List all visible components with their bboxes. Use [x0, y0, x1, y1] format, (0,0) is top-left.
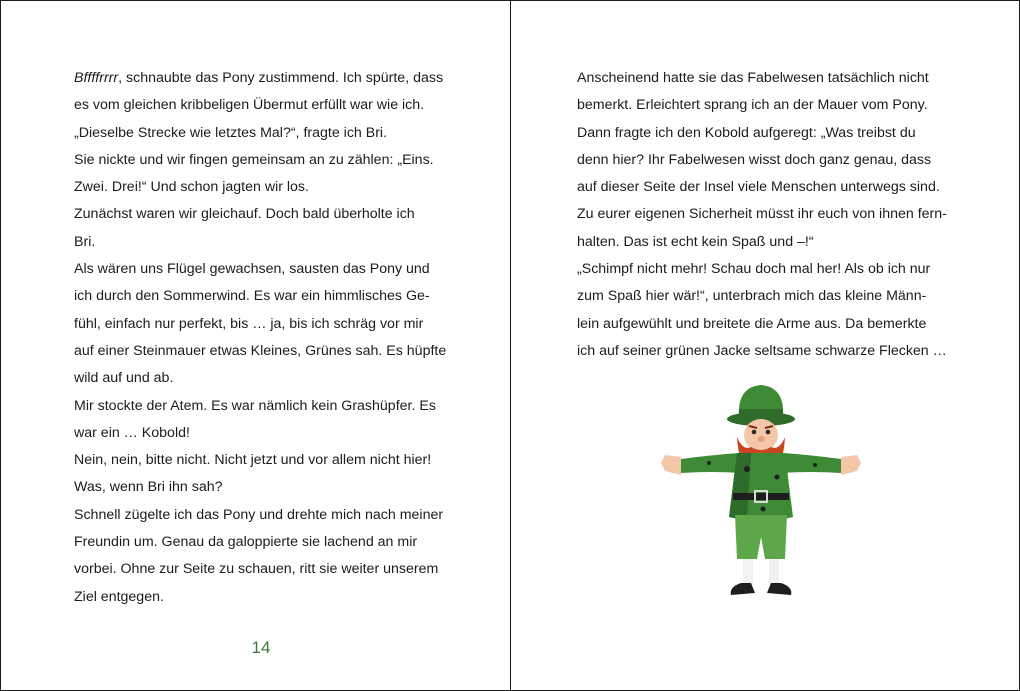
page-number: 14: [251, 638, 271, 657]
first-word: Bffffrrrr: [74, 70, 119, 86]
text-line: auf einer Steinmauer etwas Kleines, Grünes sah. Es hüpfte: [74, 342, 447, 359]
text-line: ich auf seiner grünen Jacke seltsame schwarze Flecken …: [577, 342, 947, 359]
text-line: war ein … Kobold!: [74, 424, 190, 441]
head: [744, 419, 778, 451]
left-hand: [661, 455, 681, 475]
text-line: Nein, nein, bitte nicht. Nicht jetzt und vor allem nicht hier!: [74, 452, 432, 469]
text-line: fühl, einfach nur perfekt, bis … ja, bis ich schräg vor mir: [74, 315, 424, 332]
text-line: denn hier? Ihr Fabelwesen wisst doch ganz genau, dass: [577, 151, 932, 168]
right-sock: [769, 559, 779, 585]
left-page: [1, 1, 510, 690]
right-hand: [841, 455, 861, 475]
text-line: zum Spaß hier wär!“, unterbrach mich das kleine Männ-: [577, 288, 927, 305]
text-line: Freundin um. Genau da galoppierte sie lachend an mir: [74, 534, 418, 551]
text-line: Bffffrrrr, schnaubte das Pony zustimmend. Ich spürte, dass: [74, 70, 444, 86]
text-line: Als wären uns Flügel gewachsen, sausten das Pony und: [74, 261, 430, 278]
text-line: Zunächst waren wir gleichauf. Doch bald überholte ich: [74, 206, 415, 223]
trousers: [735, 515, 787, 559]
text-line: auf dieser Seite der Insel viele Menschen unterwegs sind.: [577, 179, 940, 196]
text-line: Anscheinend hatte sie das Fabelwesen tatsächlich nicht: [577, 70, 929, 86]
nose: [758, 436, 765, 442]
left-shoe: [731, 583, 755, 595]
leprechaun-illustration: [651, 377, 871, 617]
text-line: Was, wenn Bri ihn sah?: [74, 479, 223, 496]
text-line: Sie nickte und wir fingen gemeinsam an zu zählen: „Eins.: [74, 151, 434, 168]
right-page-text: [577, 65, 957, 365]
right-page: [511, 1, 1019, 690]
right-shoe: [767, 583, 791, 595]
belt: [733, 493, 789, 500]
right-arm: [781, 453, 841, 473]
left-eye: [752, 430, 757, 435]
text-line: „Schimpf nicht mehr! Schau doch mal her! Als ob ich nur: [577, 261, 931, 278]
text-line: ich durch den Sommerwind. Es war ein himmlisches Ge-: [74, 288, 430, 305]
text-line: Bri.: [74, 233, 96, 250]
text-line: halten. Das ist echt kein Spaß und –!“: [577, 233, 814, 250]
text-line: lein aufgewühlt und breitete die Arme aus. Da bemerkte: [577, 315, 927, 332]
text-line: es vom gleichen kribbeligen Übermut erfüllt war wie ich.: [74, 97, 425, 114]
text-line: Dann fragte ich den Kobold aufgeregt: „Was treibst du: [577, 124, 916, 141]
text-line: Zu eurer eigenen Sicherheit müsst ihr euch von ihnen fern-: [577, 206, 947, 223]
text-line: wild auf und ab.: [74, 370, 174, 387]
text-line: bemerkt. Erleichtert sprang ich an der Mauer vom Pony.: [577, 97, 928, 114]
text-line: Schnell zügelte ich das Pony und drehte mich nach meiner: [74, 506, 444, 523]
left-sock: [743, 559, 753, 585]
text-line: Ziel entgegen.: [74, 588, 164, 605]
right-eye: [766, 430, 771, 435]
text-line: vorbei. Ohne zur Seite zu schauen, ritt sie weiter unserem: [74, 561, 439, 578]
face: [744, 419, 778, 451]
text-line: Mir stockte der Atem. Es war nämlich kein Grashüpfer. Es: [74, 397, 436, 414]
text-line: Zwei. Drei!“ Und schon jagten wir los.: [74, 179, 309, 196]
left-page-text: [74, 65, 454, 611]
text-line: „Dieselbe Strecke wie letztes Mal?“, fragte ich Bri.: [74, 124, 388, 141]
